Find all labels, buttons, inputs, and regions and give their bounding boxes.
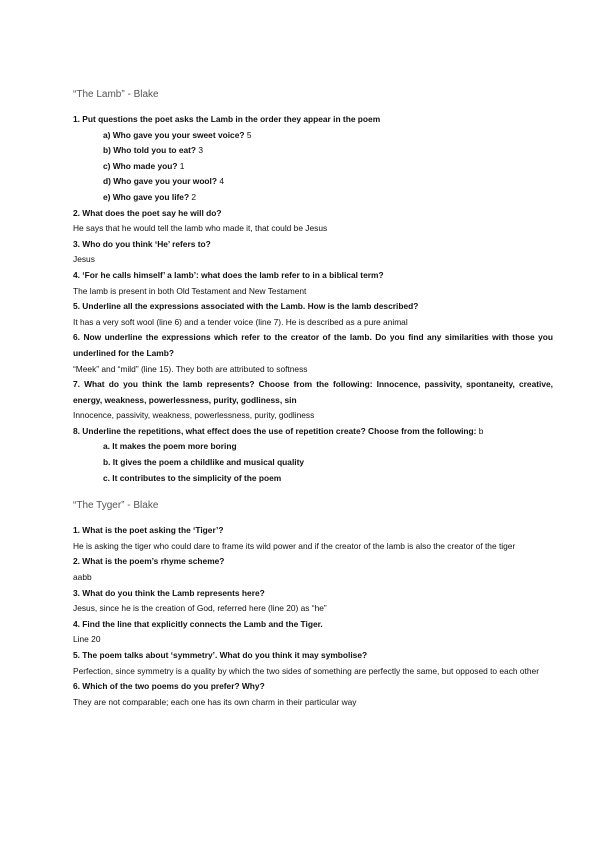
lamb-answer-4: The lamb is present in both Old Testament and New Testament [73, 285, 307, 296]
tyger-question-5: 5. The poem talks about ‘symmetry’. What do you think it may symbolise? [73, 650, 368, 660]
worksheet-content [73, 88, 553, 710]
tyger-answer-3: Jesus, since he is the creation of God, referred here (line 20) as “he” [73, 603, 327, 614]
lamb-answer-3: Jesus [73, 254, 95, 265]
lamb-q8-option: c. It contributes to the simplicity of the poem [103, 472, 282, 483]
lamb-question-2: 2. What does the poet say he will do? [73, 207, 222, 218]
lamb-answer-5: It has a very soft wool (line 6) and a tender voice (line 7). He is described as a pure animal [73, 316, 408, 327]
tyger-answer-2: aabb [73, 572, 92, 583]
tyger-section-title: “The Tyger” - Blake [73, 500, 159, 512]
section-gap [73, 486, 553, 499]
tyger-question-4: 4. Find the line that explicitly connects the Lamb and the Tiger. [73, 618, 323, 629]
tyger-question-2: 2. What is the poem’s rhyme scheme? [73, 556, 225, 567]
lamb-section-title: “The Lamb” - Blake [73, 89, 159, 100]
tyger-answer-1: He is asking the tiger who could dare to frame its wild power and if the creator of the lamb is also the creator of the tiger [73, 540, 516, 551]
lamb-question-3: 3. Who do you think ‘He’ refers to? [73, 238, 211, 249]
lamb-question-4: 4. ‘For he calls himself’ a lamb’: what does the lamb refer to in a biblical term? [73, 269, 384, 280]
tyger-answer-4: Line 20 [73, 634, 101, 645]
tyger-question-6: 6. Which of the two poems do you prefer? Why? [73, 681, 265, 692]
lamb-question-7: 7. What do you think the lamb represents? Choose from the following: Innocence, passivity, spontaneity, creative, energy, weakness, powerlessness, purity, godliness, sin [73, 379, 553, 405]
lamb-q1-item: c) Who made you? 1 [103, 160, 185, 171]
lamb-q1-item: a) Who gave you your sweet voice? 5 [103, 129, 252, 140]
lamb-question-1: 1. Put questions the poet asks the Lamb in the order they appear in the poem [73, 114, 381, 124]
lamb-q1-item: b) Who told you to eat? 3 [103, 145, 204, 156]
lamb-answer-7: Innocence, passivity, weakness, powerlessness, purity, godliness [73, 410, 315, 421]
lamb-answer-2: He says that he would tell the lamb who made it, that could be Jesus [73, 223, 328, 234]
lamb-q1-item: e) Who gave you life? 2 [103, 191, 197, 202]
lamb-q8-option: a. It makes the poem more boring [103, 441, 237, 452]
tyger-question-3: 3. What do you think the Lamb represents here? [73, 587, 265, 598]
lamb-question-5: 5. Underline all the expressions associated with the Lamb. How is the lamb described? [73, 301, 419, 312]
lamb-question-8: 8. Underline the repetitions, what effect does the use of repetition create? Choose from the following: b [73, 425, 484, 436]
tyger-answer-5: Perfection, since symmetry is a quality by which the two sides of something are perfectly the same, but opposed to each other [73, 665, 539, 676]
tyger-question-1: 1. What is the poet asking the ‘Tiger’? [73, 525, 224, 536]
tyger-answer-6: They are not comparable; each one has its own charm in their particular way [73, 696, 357, 707]
lamb-q1-item: d) Who gave you your wool? 4 [103, 176, 224, 187]
lamb-answer-8: b [478, 425, 484, 436]
lamb-answer-6: “Meek” and “mild” (line 15). They both are attributed to softness [73, 363, 308, 374]
lamb-q8-option: b. It gives the poem a childlike and musical quality [103, 457, 305, 468]
lamb-question-6: 6. Now underline the expressions which refer to the creator of the lamb. Do you find any similarities with those you underlined for the Lamb? [73, 332, 553, 358]
